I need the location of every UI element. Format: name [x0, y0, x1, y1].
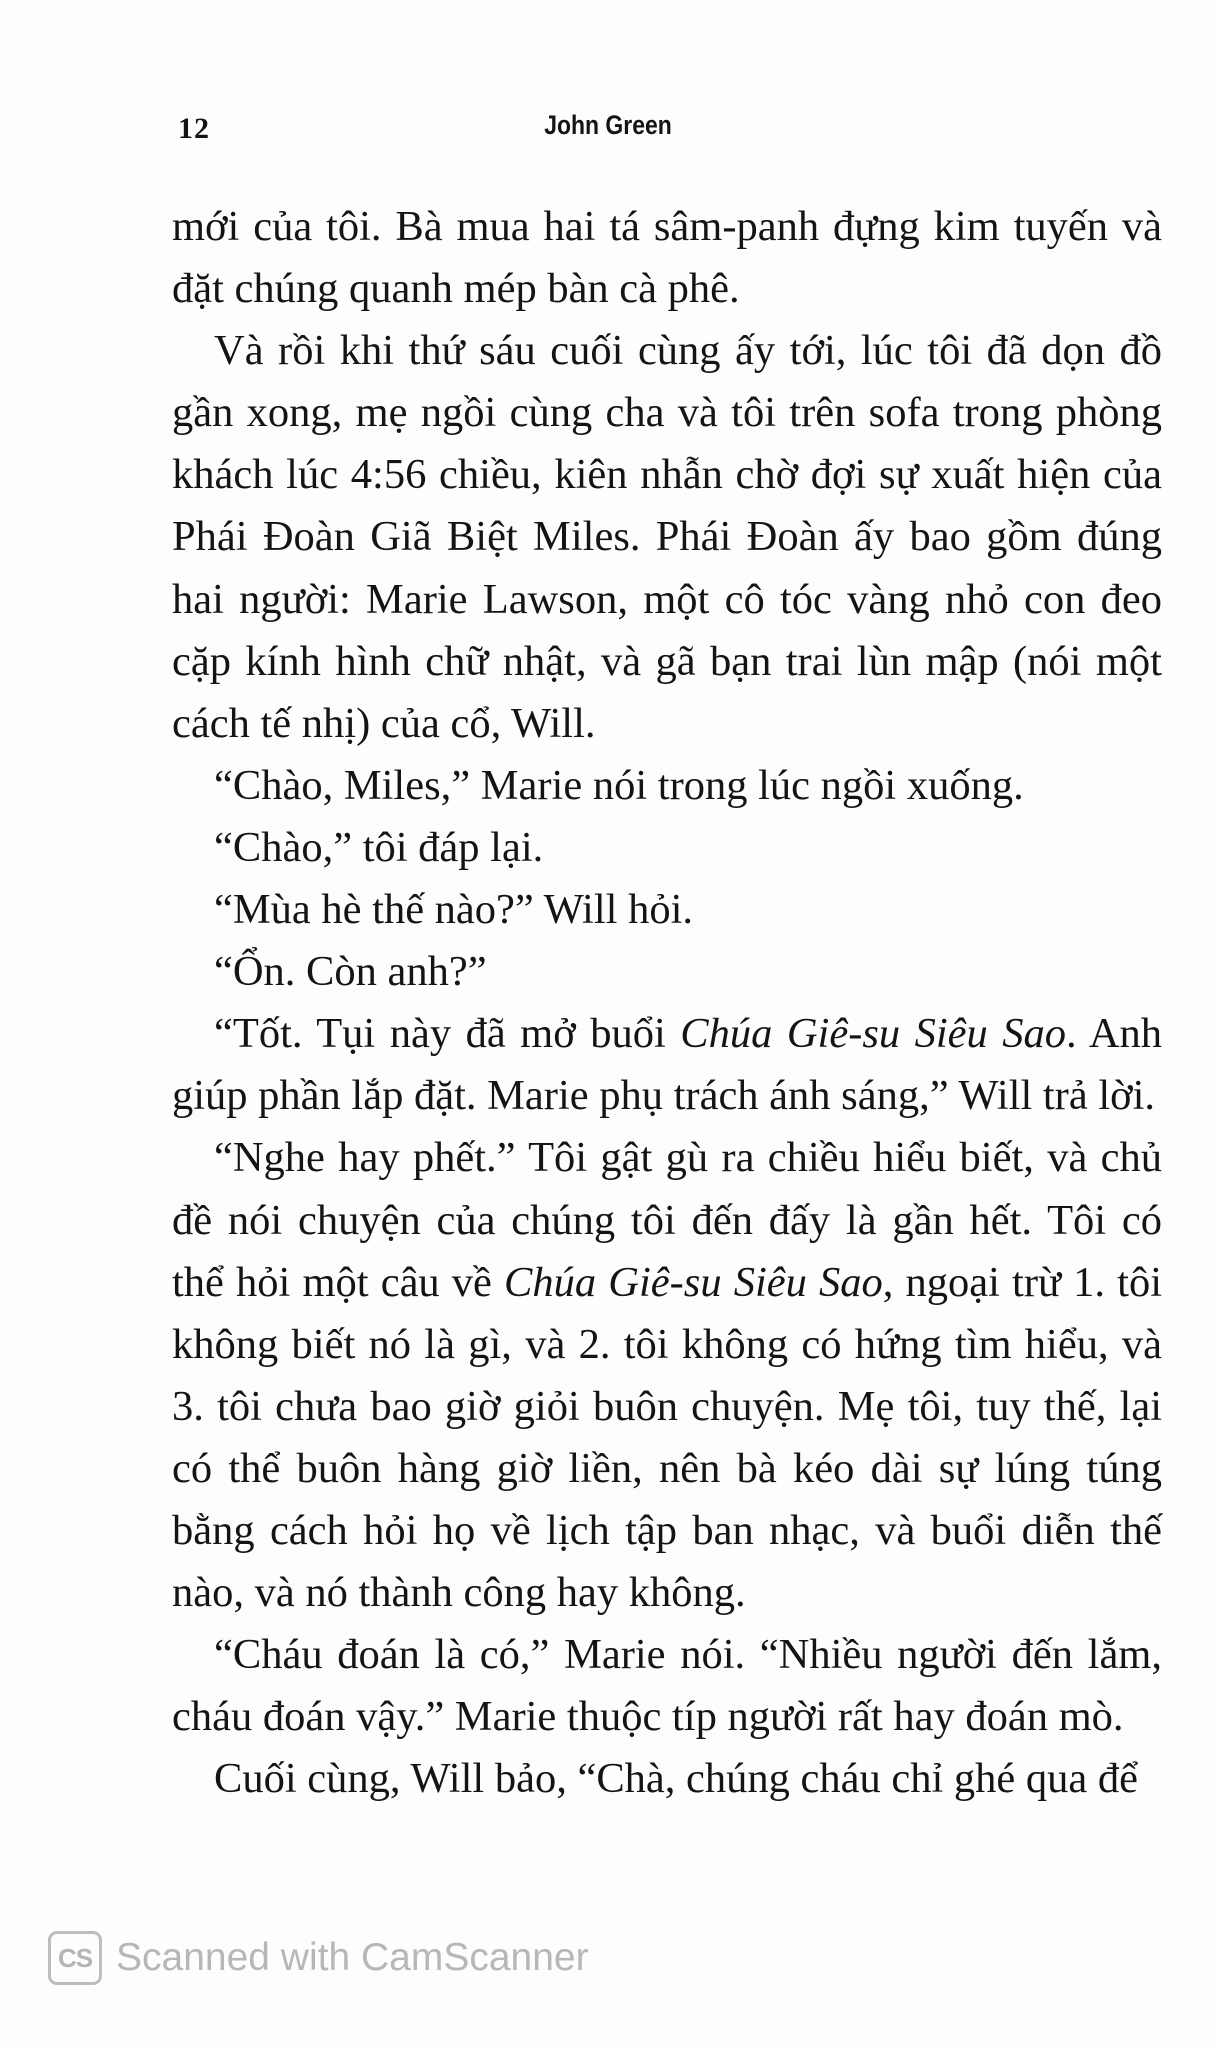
paragraph-5: “Mùa hè thế nào?” Will hỏi.	[214, 886, 694, 934]
body-text	[172, 196, 1162, 1810]
page-number: 12	[178, 112, 210, 145]
paragraph-8	[172, 1127, 1162, 1624]
watermark-text: Scanned with CamScanner	[116, 1936, 589, 1979]
camscanner-watermark	[48, 1928, 589, 1988]
italic-title: Chúa Giê-su Siêu Sao	[504, 1258, 883, 1306]
paragraph-3: “Chào, Miles,” Marie nói trong lúc ngồi xuống.	[214, 761, 1024, 809]
paragraph-6: “Ổn. Còn anh?”	[214, 948, 487, 996]
paragraph-8-part-1: “Nghe hay phết.” Tôi gật gù ra chiều hiểu biết, và chủ đề nói chuyện của chúng tôi đến đấy là gần hết. Tôi có thể hỏi một câu về	[172, 1134, 1162, 1306]
paragraph-8-part-2: , ngoại trừ 1. tôi không biết nó là gì, và 2. tôi không có hứng tìm hiểu, và 3. tôi chưa bao giờ giỏi buôn chuyện. Mẹ tôi, tuy thế, lại có thể buôn hàng giờ liền, nên bà kéo dài sự lúng túng bằng cách hỏi họ về lịch tập ban nhạc, và buổi diễn thế nào, và nó thành công hay không.	[172, 1258, 1162, 1617]
paragraph-7	[172, 1003, 1162, 1127]
paragraph-2: Và rồi khi thứ sáu cuối cùng ấy tới, lúc tôi đã dọn đồ gần xong, mẹ ngồi cùng cha và tôi trên sofa trong phòng khách lúc 4:56 chiều, kiên nhẫn chờ đợi sự xuất hiện của Phái Đoàn Giã Biệt Miles. Phái Đoàn ấy bao gồm đúng hai người: Marie Lawson, một cô tóc vàng nhỏ con đeo cặp kính hình chữ nhật, và gã bạn trai lùn mập (nói một cách tế nhị) của cổ, Will.	[172, 327, 1162, 747]
paragraph-4: “Chào,” tôi đáp lại.	[214, 823, 544, 871]
paragraph-1: mới của tôi. Bà mua hai tá sâm-panh đựng kim tuyến và đặt chúng quanh mép bàn cà phê.	[172, 203, 1162, 313]
paragraph-7-part-2: . Anh giúp phần lắp đặt. Marie phụ trách ánh sáng,” Will trả lời.	[172, 1010, 1163, 1120]
paragraph-9: “Cháu đoán là có,” Marie nói. “Nhiều người đến lắm, cháu đoán vậy.” Marie thuộc típ người rất hay đoán mò.	[172, 1631, 1162, 1741]
paragraph-10: Cuối cùng, Will bảo, “Chà, chúng cháu chỉ ghé qua để	[214, 1755, 1139, 1803]
camscanner-logo-icon: CS	[48, 1931, 102, 1985]
paragraph-7-part-1: “Tốt. Tụi này đã mở buổi	[214, 1010, 681, 1058]
running-head-author: John Green	[544, 110, 672, 140]
italic-title: Chúa Giê-su Siêu Sao	[680, 1010, 1067, 1058]
